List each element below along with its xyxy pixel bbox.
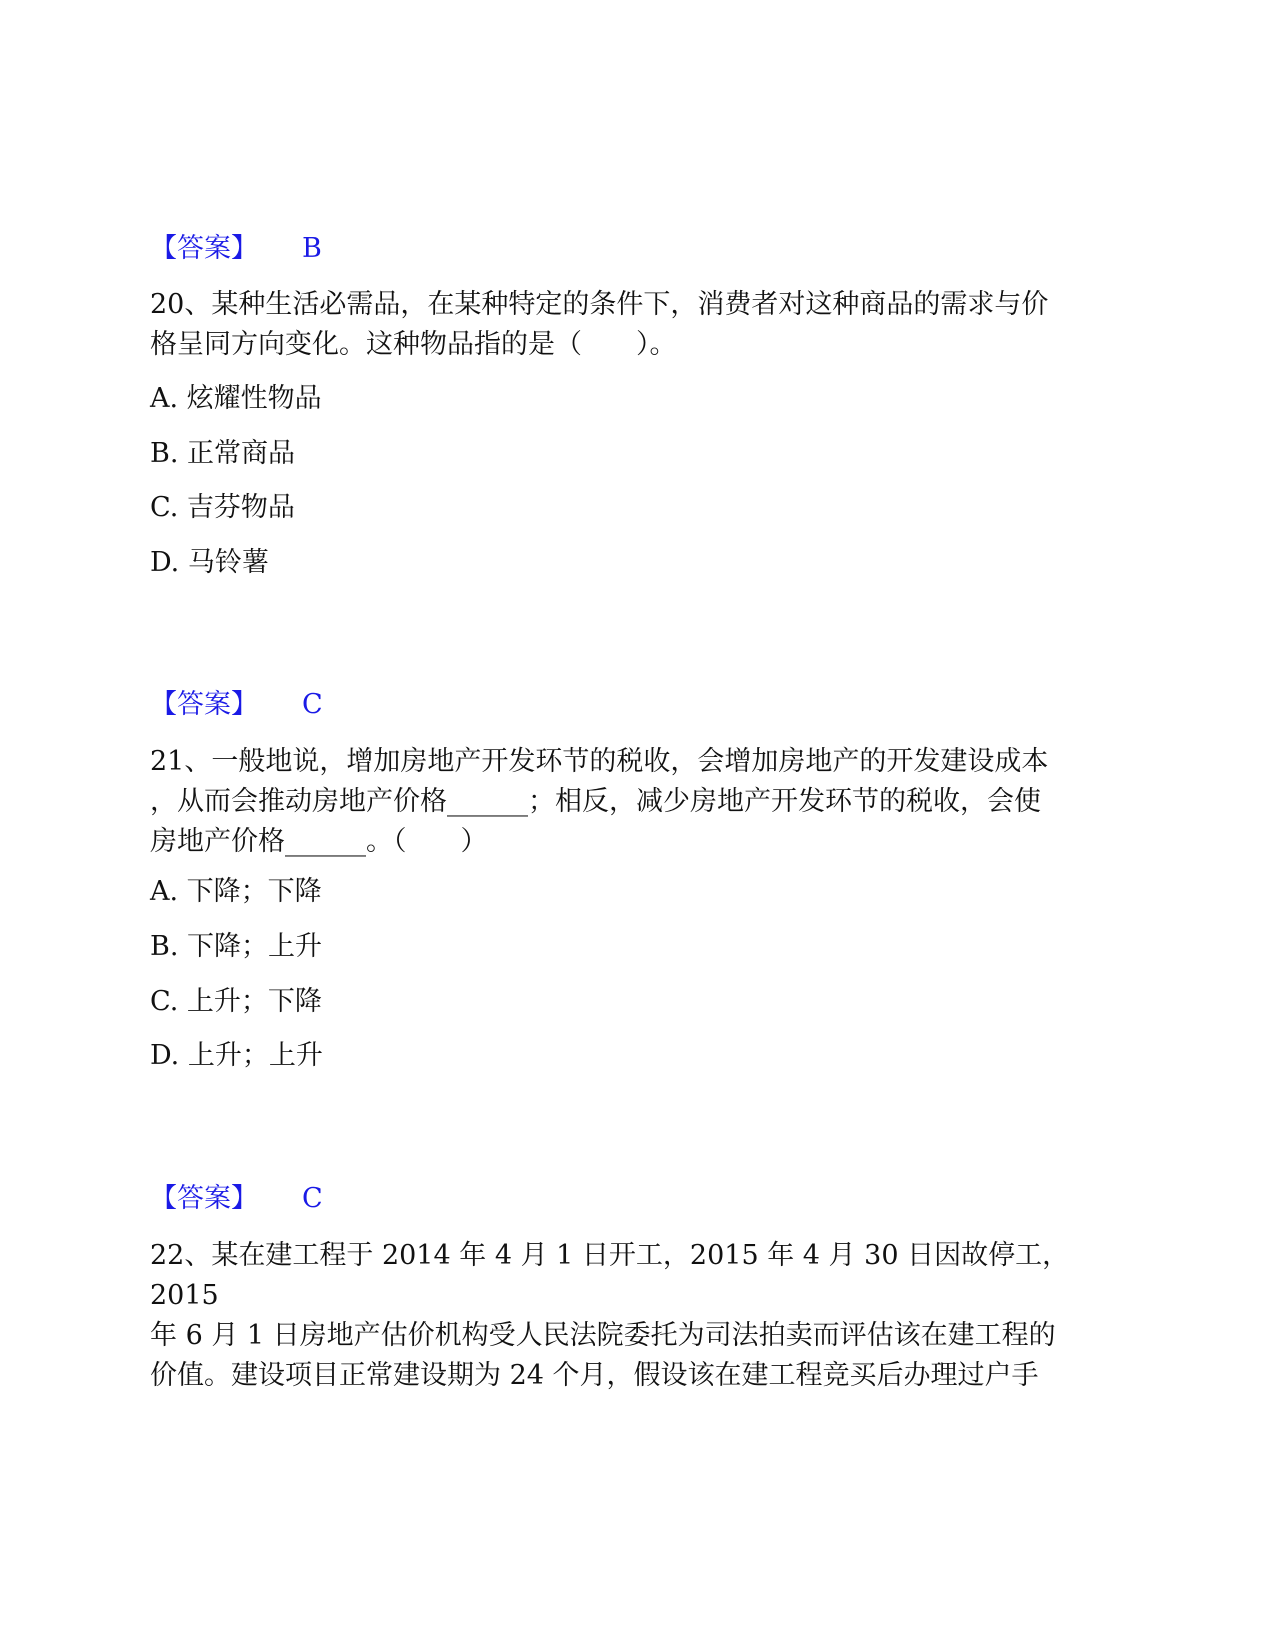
question-21-option-c: C. 上升；下降 <box>150 986 322 1017</box>
answer-label: 【答案】 <box>150 689 258 720</box>
stem-line: 格呈同方向变化。这种物品指的是（ ）。 <box>150 329 677 360</box>
answer-q19 <box>150 233 322 265</box>
question-20-option-c: C. 吉芬物品 <box>150 492 295 523</box>
answer-q21 <box>150 1183 323 1215</box>
answer-label: 【答案】 <box>150 1183 258 1214</box>
stem-line: 22、某在建工程于 2014 年 4 月 1 日开工，2015 年 4 月 30 日因故停工，2015 <box>150 1240 1070 1311</box>
stem-line: 房地产价格______。（ ） <box>150 826 488 857</box>
question-22-stem <box>150 1236 1110 1396</box>
stem-line: 年 6 月 1 日房地产估价机构受人民法院委托为司法拍卖而评估该在建工程的 <box>150 1320 1056 1351</box>
question-20-stem <box>150 285 1110 365</box>
stem-line: 21、一般地说，增加房地产开发环节的税收，会增加房地产的开发建设成本 <box>150 746 1049 777</box>
question-20-option-d: D. 马铃薯 <box>150 547 269 578</box>
question-21-option-d: D. 上升；上升 <box>150 1040 323 1071</box>
answer-value: B <box>302 233 322 264</box>
answer-value: C <box>302 1183 323 1214</box>
question-21-option-a: A. 下降；下降 <box>150 876 322 907</box>
answer-q20 <box>150 689 323 721</box>
question-21-stem <box>150 742 1110 862</box>
question-20-option-b: B. 正常商品 <box>150 438 296 469</box>
answer-label: 【答案】 <box>150 233 258 264</box>
question-20-option-a: A. 炫耀性物品 <box>150 383 322 414</box>
stem-line: 20、某种生活必需品，在某种特定的条件下，消费者对这种商品的需求与价 <box>150 289 1049 320</box>
question-21-option-b: B. 下降；上升 <box>150 931 323 962</box>
stem-line: ，从而会推动房地产价格______；相反，减少房地产开发环节的税收，会使 <box>150 786 1041 817</box>
stem-line: 价值。建设项目正常建设期为 24 个月，假设该在建工程竞买后办理过户手 <box>150 1360 1039 1391</box>
answer-value: C <box>302 689 323 720</box>
